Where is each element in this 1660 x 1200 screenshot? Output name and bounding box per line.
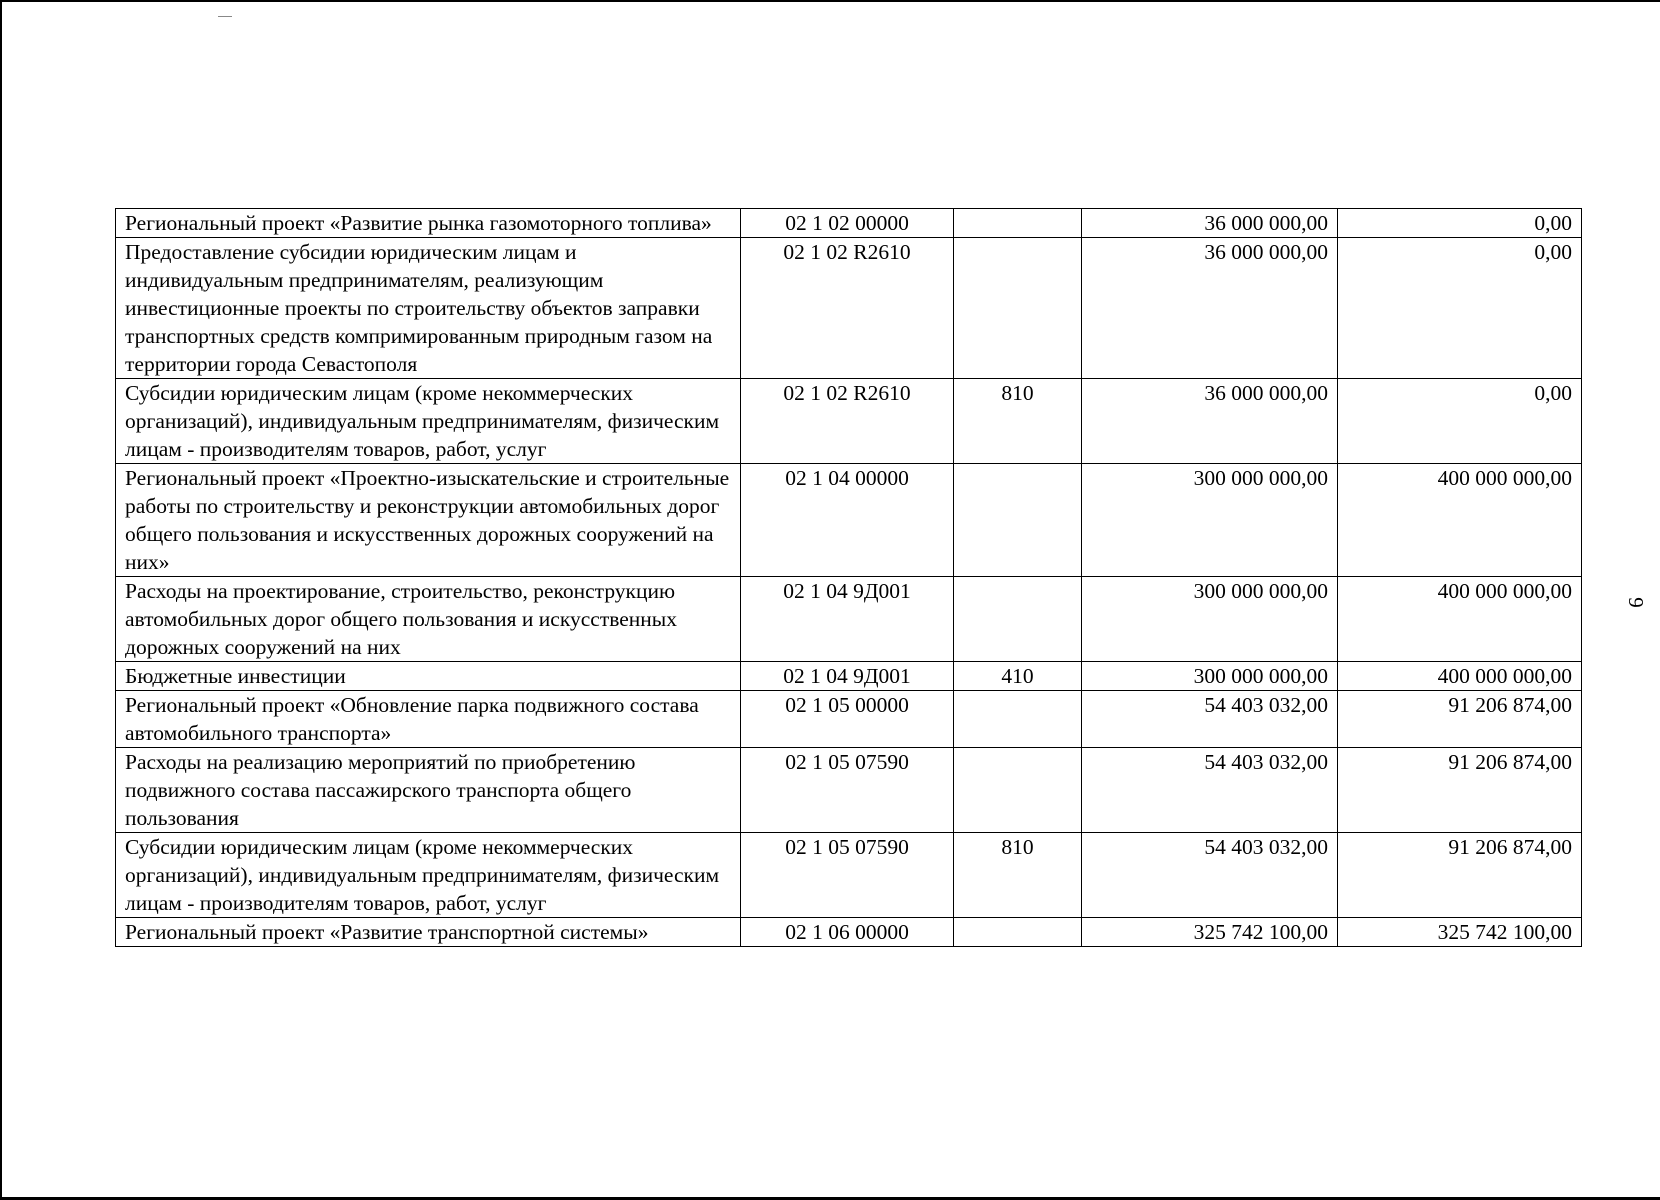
table-row [116, 464, 1582, 577]
row-sum-2: 91 206 874,00 [1338, 748, 1582, 833]
row-sum-2: 0,00 [1338, 209, 1582, 238]
row-name: Региональный проект «Проектно-изыскательские и строительные работы по строительству и реконструкции автомобильных дорог общего пользования и искусственных дорожных сооружений на них» [116, 464, 741, 577]
page-number: 9 [1623, 597, 1648, 608]
row-code: 02 1 05 07590 [741, 833, 954, 918]
row-kvr [954, 464, 1082, 577]
row-name: Субсидии юридическим лицам (кроме некоммерческих организаций), индивидуальным предпринимателям, физическим лицам - производителям товаров, работ, услуг [116, 379, 741, 464]
row-sum-1: 54 403 032,00 [1082, 833, 1338, 918]
table-row [116, 209, 1582, 238]
row-kvr [954, 238, 1082, 379]
row-name: Расходы на реализацию мероприятий по приобретению подвижного состава пассажирского транспорта общего пользования [116, 748, 741, 833]
row-kvr [954, 748, 1082, 833]
row-code: 02 1 02 00000 [741, 209, 954, 238]
row-code: 02 1 04 00000 [741, 464, 954, 577]
row-code: 02 1 04 9Д001 [741, 577, 954, 662]
row-sum-1: 300 000 000,00 [1082, 662, 1338, 691]
table-row [116, 238, 1582, 379]
table-row [116, 379, 1582, 464]
row-sum-2: 91 206 874,00 [1338, 691, 1582, 748]
table-row [116, 691, 1582, 748]
row-sum-2: 400 000 000,00 [1338, 464, 1582, 577]
table-row [116, 833, 1582, 918]
row-kvr: 810 [954, 379, 1082, 464]
row-sum-1: 36 000 000,00 [1082, 379, 1338, 464]
row-code: 02 1 04 9Д001 [741, 662, 954, 691]
budget-table-body [116, 209, 1582, 947]
row-sum-2: 400 000 000,00 [1338, 662, 1582, 691]
row-code: 02 1 05 00000 [741, 691, 954, 748]
row-sum-1: 54 403 032,00 [1082, 691, 1338, 748]
row-name: Субсидии юридическим лицам (кроме некоммерческих организаций), индивидуальным предпринимателям, физическим лицам - производителям товаров, работ, услуг [116, 833, 741, 918]
row-sum-1: 300 000 000,00 [1082, 464, 1338, 577]
table-row [116, 662, 1582, 691]
row-sum-2: 400 000 000,00 [1338, 577, 1582, 662]
row-code: 02 1 02 R2610 [741, 379, 954, 464]
table-row [116, 748, 1582, 833]
row-name: Региональный проект «Развитие рынка газомоторного топлива» [116, 209, 741, 238]
row-name: Региональный проект «Обновление парка подвижного состава автомобильного транспорта» [116, 691, 741, 748]
row-kvr [954, 691, 1082, 748]
row-kvr [954, 918, 1082, 947]
table-row [116, 577, 1582, 662]
row-name: Предоставление субсидии юридическим лицам и индивидуальным предпринимателям, реализующим инвестиционные проекты по строительству объектов заправки транспортных средств компримированным природным газом на территории города Севастополя [116, 238, 741, 379]
row-name: Региональный проект «Развитие транспортной системы» [116, 918, 741, 947]
row-kvr [954, 577, 1082, 662]
row-sum-1: 54 403 032,00 [1082, 748, 1338, 833]
row-sum-1: 300 000 000,00 [1082, 577, 1338, 662]
row-code: 02 1 06 00000 [741, 918, 954, 947]
row-kvr: 810 [954, 833, 1082, 918]
row-sum-2: 0,00 [1338, 379, 1582, 464]
row-name: Бюджетные инвестиции [116, 662, 741, 691]
row-kvr: 410 [954, 662, 1082, 691]
row-code: 02 1 05 07590 [741, 748, 954, 833]
row-sum-2: 325 742 100,00 [1338, 918, 1582, 947]
row-kvr [954, 209, 1082, 238]
table-row [116, 918, 1582, 947]
row-sum-2: 0,00 [1338, 238, 1582, 379]
row-sum-1: 36 000 000,00 [1082, 209, 1338, 238]
row-sum-2: 91 206 874,00 [1338, 833, 1582, 918]
row-code: 02 1 02 R2610 [741, 238, 954, 379]
scan-speck [218, 16, 232, 17]
row-sum-1: 36 000 000,00 [1082, 238, 1338, 379]
row-sum-1: 325 742 100,00 [1082, 918, 1338, 947]
budget-table [115, 208, 1582, 947]
row-name: Расходы на проектирование, строительство, реконструкцию автомобильных дорог общего пользования и искусственных дорожных сооружений на них [116, 577, 741, 662]
